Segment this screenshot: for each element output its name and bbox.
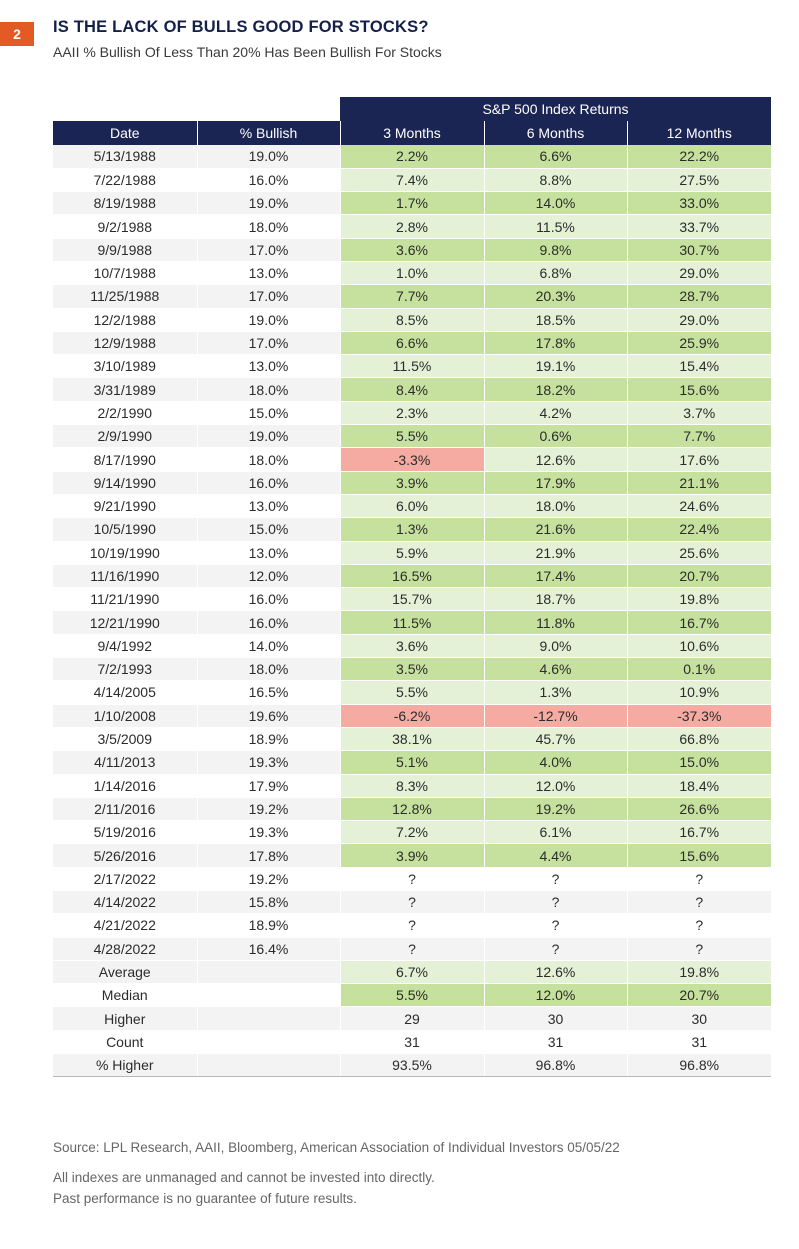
cell-12-months: -37.3% xyxy=(627,704,771,727)
summary-row xyxy=(53,960,771,983)
cell-3-months: 1.0% xyxy=(340,261,484,284)
table-row xyxy=(53,774,771,797)
cell-12-months: 16.7% xyxy=(627,821,771,844)
cell-bullish xyxy=(197,984,340,1007)
table-row xyxy=(53,215,771,238)
figure-number-badge: 2 xyxy=(0,22,34,46)
cell-date: 5/13/1988 xyxy=(53,145,197,168)
cell-date: 4/28/2022 xyxy=(53,937,197,960)
cell-3-months: 12.8% xyxy=(340,797,484,820)
cell-date: 1/10/2008 xyxy=(53,704,197,727)
cell-date: 4/14/2005 xyxy=(53,681,197,704)
cell-12-months: 15.4% xyxy=(627,355,771,378)
cell-3-months: 7.2% xyxy=(340,821,484,844)
cell-bullish: 18.0% xyxy=(197,378,340,401)
cell-date: 10/5/1990 xyxy=(53,518,197,541)
cell-3-months: 2.3% xyxy=(340,401,484,424)
cell-12-months: 33.7% xyxy=(627,215,771,238)
cell-bullish: 16.4% xyxy=(197,937,340,960)
cell-6-months: 11.5% xyxy=(484,215,627,238)
cell-date: 12/2/1988 xyxy=(53,308,197,331)
cell-6-months: 30 xyxy=(484,1007,627,1030)
table-row xyxy=(53,494,771,517)
cell-12-months: 22.2% xyxy=(627,145,771,168)
cell-12-months: 19.8% xyxy=(627,960,771,983)
cell-12-months: 22.4% xyxy=(627,518,771,541)
table-row xyxy=(53,844,771,867)
cell-date: 4/11/2013 xyxy=(53,751,197,774)
cell-3-months: ? xyxy=(340,914,484,937)
cell-3-months: 7.7% xyxy=(340,285,484,308)
cell-6-months: 6.6% xyxy=(484,145,627,168)
returns-table xyxy=(53,97,771,1077)
cell-3-months: ? xyxy=(340,937,484,960)
cell-6-months: 4.4% xyxy=(484,844,627,867)
cell-bullish: 16.0% xyxy=(197,611,340,634)
cell-date: 9/4/1992 xyxy=(53,634,197,657)
cell-12-months: ? xyxy=(627,867,771,890)
table-row xyxy=(53,704,771,727)
cell-12-months: 0.1% xyxy=(627,658,771,681)
table-row xyxy=(53,634,771,657)
cell-date: 8/17/1990 xyxy=(53,448,197,471)
table-row xyxy=(53,937,771,960)
cell-date: 1/14/2016 xyxy=(53,774,197,797)
cell-3-months: 5.5% xyxy=(340,984,484,1007)
cell-6-months: ? xyxy=(484,867,627,890)
cell-3-months: 11.5% xyxy=(340,611,484,634)
group-header-row xyxy=(53,97,771,121)
cell-date: 2/17/2022 xyxy=(53,867,197,890)
cell-bullish: 18.0% xyxy=(197,448,340,471)
cell-bullish: 14.0% xyxy=(197,634,340,657)
cell-bullish: 15.8% xyxy=(197,891,340,914)
column-header-12-months: 12 Months xyxy=(627,121,771,145)
cell-12-months: 96.8% xyxy=(627,1054,771,1077)
cell-6-months: 0.6% xyxy=(484,425,627,448)
cell-bullish: 15.0% xyxy=(197,518,340,541)
table-row xyxy=(53,821,771,844)
cell-bullish: 16.0% xyxy=(197,588,340,611)
cell-3-months: 8.3% xyxy=(340,774,484,797)
cell-6-months: 18.2% xyxy=(484,378,627,401)
table-row xyxy=(53,564,771,587)
cell-summary-label: % Higher xyxy=(53,1054,197,1077)
cell-bullish: 18.9% xyxy=(197,914,340,937)
cell-bullish: 19.3% xyxy=(197,751,340,774)
column-header-row xyxy=(53,121,771,145)
cell-bullish: 16.0% xyxy=(197,168,340,191)
cell-3-months: 3.9% xyxy=(340,471,484,494)
cell-3-months: 3.5% xyxy=(340,658,484,681)
table-row xyxy=(53,331,771,354)
cell-6-months: 4.0% xyxy=(484,751,627,774)
cell-3-months: 38.1% xyxy=(340,727,484,750)
cell-3-months: 6.0% xyxy=(340,494,484,517)
cell-12-months: 28.7% xyxy=(627,285,771,308)
cell-bullish: 19.3% xyxy=(197,821,340,844)
cell-3-months: 11.5% xyxy=(340,355,484,378)
cell-12-months: ? xyxy=(627,891,771,914)
table-row xyxy=(53,891,771,914)
cell-12-months: 33.0% xyxy=(627,192,771,215)
cell-date: 9/9/1988 xyxy=(53,238,197,261)
table-body xyxy=(53,145,771,1077)
cell-bullish: 19.0% xyxy=(197,145,340,168)
summary-row xyxy=(53,1030,771,1053)
cell-6-months: 19.1% xyxy=(484,355,627,378)
cell-6-months: 12.0% xyxy=(484,774,627,797)
cell-6-months: 18.7% xyxy=(484,588,627,611)
column-header-bullish: % Bullish xyxy=(197,121,340,145)
cell-3-months: ? xyxy=(340,891,484,914)
cell-12-months: 25.9% xyxy=(627,331,771,354)
cell-3-months: 8.5% xyxy=(340,308,484,331)
group-header-sp500: S&P 500 Index Returns xyxy=(340,97,771,121)
cell-3-months: 8.4% xyxy=(340,378,484,401)
column-header-date: Date xyxy=(53,121,197,145)
cell-6-months: -12.7% xyxy=(484,704,627,727)
cell-date: 2/2/1990 xyxy=(53,401,197,424)
table-row xyxy=(53,308,771,331)
table-row xyxy=(53,378,771,401)
cell-date: 7/22/1988 xyxy=(53,168,197,191)
cell-12-months: 15.6% xyxy=(627,844,771,867)
cell-6-months: 21.9% xyxy=(484,541,627,564)
cell-3-months: 2.2% xyxy=(340,145,484,168)
returns-table-container xyxy=(53,97,771,1077)
cell-3-months: 93.5% xyxy=(340,1054,484,1077)
cell-6-months: 96.8% xyxy=(484,1054,627,1077)
cell-12-months: 15.6% xyxy=(627,378,771,401)
cell-date: 5/19/2016 xyxy=(53,821,197,844)
cell-date: 9/2/1988 xyxy=(53,215,197,238)
cell-date: 4/21/2022 xyxy=(53,914,197,937)
cell-bullish xyxy=(197,1007,340,1030)
column-header-3-months: 3 Months xyxy=(340,121,484,145)
cell-3-months: 5.1% xyxy=(340,751,484,774)
cell-date: 3/5/2009 xyxy=(53,727,197,750)
cell-12-months: ? xyxy=(627,937,771,960)
cell-bullish xyxy=(197,1054,340,1077)
cell-date: 2/9/1990 xyxy=(53,425,197,448)
cell-6-months: 31 xyxy=(484,1030,627,1053)
cell-3-months: ? xyxy=(340,867,484,890)
cell-6-months: 4.6% xyxy=(484,658,627,681)
cell-3-months: 16.5% xyxy=(340,564,484,587)
cell-6-months: 6.1% xyxy=(484,821,627,844)
cell-bullish xyxy=(197,960,340,983)
table-row xyxy=(53,238,771,261)
cell-date: 11/25/1988 xyxy=(53,285,197,308)
cell-3-months: 1.3% xyxy=(340,518,484,541)
cell-3-months: 1.7% xyxy=(340,192,484,215)
cell-6-months: 18.5% xyxy=(484,308,627,331)
cell-6-months: 45.7% xyxy=(484,727,627,750)
table-row xyxy=(53,471,771,494)
cell-bullish: 18.0% xyxy=(197,215,340,238)
cell-bullish: 19.0% xyxy=(197,425,340,448)
cell-12-months: 10.9% xyxy=(627,681,771,704)
table-row xyxy=(53,425,771,448)
cell-bullish: 17.0% xyxy=(197,238,340,261)
cell-6-months: 9.0% xyxy=(484,634,627,657)
cell-6-months: 11.8% xyxy=(484,611,627,634)
cell-bullish: 19.2% xyxy=(197,867,340,890)
table-row xyxy=(53,914,771,937)
cell-3-months: 5.5% xyxy=(340,425,484,448)
table-row xyxy=(53,145,771,168)
table-row xyxy=(53,448,771,471)
cell-bullish: 12.0% xyxy=(197,564,340,587)
table-row xyxy=(53,751,771,774)
cell-bullish: 17.8% xyxy=(197,844,340,867)
cell-12-months: 66.8% xyxy=(627,727,771,750)
cell-6-months: ? xyxy=(484,937,627,960)
cell-12-months: 15.0% xyxy=(627,751,771,774)
cell-summary-label: Average xyxy=(53,960,197,983)
summary-row xyxy=(53,984,771,1007)
cell-summary-label: Median xyxy=(53,984,197,1007)
group-header-blank xyxy=(53,97,340,121)
table-row xyxy=(53,681,771,704)
cell-6-months: 6.8% xyxy=(484,261,627,284)
cell-bullish: 15.0% xyxy=(197,401,340,424)
cell-3-months: -6.2% xyxy=(340,704,484,727)
table-row xyxy=(53,611,771,634)
cell-12-months: 31 xyxy=(627,1030,771,1053)
summary-row xyxy=(53,1007,771,1030)
cell-6-months: 4.2% xyxy=(484,401,627,424)
cell-date: 11/21/1990 xyxy=(53,588,197,611)
table-row xyxy=(53,261,771,284)
cell-summary-label: Higher xyxy=(53,1007,197,1030)
cell-date: 2/11/2016 xyxy=(53,797,197,820)
cell-date: 12/9/1988 xyxy=(53,331,197,354)
cell-date: 11/16/1990 xyxy=(53,564,197,587)
table-row xyxy=(53,285,771,308)
cell-date: 4/14/2022 xyxy=(53,891,197,914)
cell-3-months: 3.6% xyxy=(340,634,484,657)
cell-12-months: 29.0% xyxy=(627,261,771,284)
cell-bullish: 13.0% xyxy=(197,494,340,517)
disclaimer-line-1: All indexes are unmanaged and cannot be invested into directly. xyxy=(53,1170,435,1185)
table-row xyxy=(53,518,771,541)
cell-3-months: 7.4% xyxy=(340,168,484,191)
cell-12-months: 29.0% xyxy=(627,308,771,331)
cell-3-months: 6.7% xyxy=(340,960,484,983)
cell-12-months: 17.6% xyxy=(627,448,771,471)
cell-bullish: 17.0% xyxy=(197,331,340,354)
table-row xyxy=(53,168,771,191)
cell-6-months: ? xyxy=(484,914,627,937)
cell-12-months: 30 xyxy=(627,1007,771,1030)
cell-bullish: 18.9% xyxy=(197,727,340,750)
cell-date: 9/14/1990 xyxy=(53,471,197,494)
figure-title: IS THE LACK OF BULLS GOOD FOR STOCKS? xyxy=(53,18,429,36)
table-row xyxy=(53,355,771,378)
cell-6-months: 17.9% xyxy=(484,471,627,494)
table-row xyxy=(53,401,771,424)
cell-bullish xyxy=(197,1030,340,1053)
cell-6-months: 14.0% xyxy=(484,192,627,215)
cell-6-months: 19.2% xyxy=(484,797,627,820)
cell-3-months: 2.8% xyxy=(340,215,484,238)
cell-date: 10/7/1988 xyxy=(53,261,197,284)
table-row xyxy=(53,727,771,750)
figure-subtitle: AAII % Bullish Of Less Than 20% Has Been Bullish For Stocks xyxy=(53,44,442,60)
cell-bullish: 13.0% xyxy=(197,541,340,564)
cell-summary-label: Count xyxy=(53,1030,197,1053)
cell-3-months: 3.6% xyxy=(340,238,484,261)
cell-6-months: 17.8% xyxy=(484,331,627,354)
table-row xyxy=(53,192,771,215)
cell-bullish: 19.2% xyxy=(197,797,340,820)
cell-12-months: 20.7% xyxy=(627,564,771,587)
cell-12-months: 7.7% xyxy=(627,425,771,448)
source-note: Source: LPL Research, AAII, Bloomberg, American Association of Individual Investors 05/05/22 xyxy=(53,1140,620,1155)
cell-3-months: 3.9% xyxy=(340,844,484,867)
cell-date: 5/26/2016 xyxy=(53,844,197,867)
cell-12-months: 18.4% xyxy=(627,774,771,797)
cell-bullish: 16.5% xyxy=(197,681,340,704)
cell-3-months: 5.5% xyxy=(340,681,484,704)
disclaimer xyxy=(53,1167,435,1209)
cell-6-months: 20.3% xyxy=(484,285,627,308)
cell-6-months: 18.0% xyxy=(484,494,627,517)
cell-date: 9/21/1990 xyxy=(53,494,197,517)
cell-12-months: 25.6% xyxy=(627,541,771,564)
cell-6-months: 9.8% xyxy=(484,238,627,261)
cell-6-months: 1.3% xyxy=(484,681,627,704)
cell-3-months: 31 xyxy=(340,1030,484,1053)
table-row xyxy=(53,541,771,564)
disclaimer-line-2: Past performance is no guarantee of future results. xyxy=(53,1191,357,1206)
table-row xyxy=(53,797,771,820)
cell-12-months: 20.7% xyxy=(627,984,771,1007)
cell-12-months: 16.7% xyxy=(627,611,771,634)
table-row xyxy=(53,588,771,611)
cell-12-months: ? xyxy=(627,914,771,937)
cell-6-months: 12.0% xyxy=(484,984,627,1007)
cell-12-months: 24.6% xyxy=(627,494,771,517)
cell-3-months: 6.6% xyxy=(340,331,484,354)
cell-bullish: 19.0% xyxy=(197,192,340,215)
cell-bullish: 17.0% xyxy=(197,285,340,308)
cell-bullish: 19.0% xyxy=(197,308,340,331)
cell-6-months: ? xyxy=(484,891,627,914)
cell-12-months: 27.5% xyxy=(627,168,771,191)
cell-bullish: 16.0% xyxy=(197,471,340,494)
cell-12-months: 21.1% xyxy=(627,471,771,494)
cell-6-months: 17.4% xyxy=(484,564,627,587)
cell-bullish: 19.6% xyxy=(197,704,340,727)
cell-12-months: 3.7% xyxy=(627,401,771,424)
cell-12-months: 30.7% xyxy=(627,238,771,261)
cell-3-months: 29 xyxy=(340,1007,484,1030)
cell-bullish: 17.9% xyxy=(197,774,340,797)
cell-date: 12/21/1990 xyxy=(53,611,197,634)
cell-6-months: 12.6% xyxy=(484,960,627,983)
table-row xyxy=(53,658,771,681)
column-header-6-months: 6 Months xyxy=(484,121,627,145)
cell-date: 7/2/1993 xyxy=(53,658,197,681)
cell-12-months: 10.6% xyxy=(627,634,771,657)
cell-3-months: 5.9% xyxy=(340,541,484,564)
cell-bullish: 18.0% xyxy=(197,658,340,681)
cell-3-months: 15.7% xyxy=(340,588,484,611)
table-row xyxy=(53,867,771,890)
cell-6-months: 12.6% xyxy=(484,448,627,471)
cell-bullish: 13.0% xyxy=(197,261,340,284)
cell-date: 3/31/1989 xyxy=(53,378,197,401)
cell-3-months: -3.3% xyxy=(340,448,484,471)
cell-12-months: 26.6% xyxy=(627,797,771,820)
cell-date: 10/19/1990 xyxy=(53,541,197,564)
cell-date: 3/10/1989 xyxy=(53,355,197,378)
cell-6-months: 21.6% xyxy=(484,518,627,541)
cell-6-months: 8.8% xyxy=(484,168,627,191)
cell-bullish: 13.0% xyxy=(197,355,340,378)
cell-12-months: 19.8% xyxy=(627,588,771,611)
summary-row xyxy=(53,1054,771,1077)
cell-date: 8/19/1988 xyxy=(53,192,197,215)
